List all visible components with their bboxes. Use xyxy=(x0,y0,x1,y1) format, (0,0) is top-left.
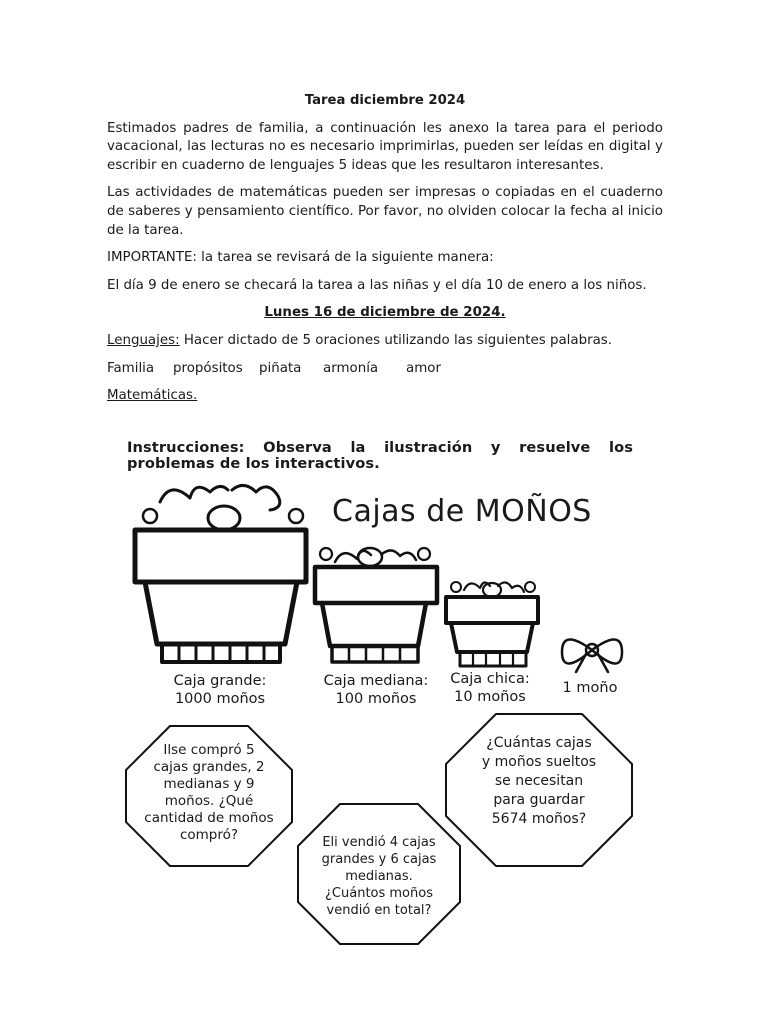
problem-2-text xyxy=(304,834,454,919)
large-box-caption xyxy=(160,672,280,708)
problem-line: se necesitan xyxy=(494,773,584,789)
caption-line: Caja chica: xyxy=(450,671,530,687)
problem-line: moños. ¿Qué xyxy=(164,793,254,809)
large-box-icon xyxy=(135,485,306,662)
bow-icon xyxy=(562,639,622,672)
small-box-caption xyxy=(438,670,542,706)
lenguajes-line xyxy=(107,332,663,351)
problem-1-text xyxy=(132,742,286,844)
caption-line: 1 moño xyxy=(562,680,618,696)
problem-3-text xyxy=(452,734,626,829)
document-body xyxy=(107,92,663,415)
caption-line: 1000 moños xyxy=(174,691,266,707)
dates-paragraph: El día 9 de enero se checará la tarea a las niñas y el día 10 de enero a los niños. xyxy=(107,277,647,293)
problem-line: 5674 moños? xyxy=(491,811,587,827)
intro-paragraph: Estimados padres de familia, a continuación les anexo la tarea para el periodo vacacional, las lecturas no es necesario imprimirlas, pueden ser leídas en digital y escribir en cuaderno de lenguajes 5 ideas que les resultaron interesantes. xyxy=(107,120,663,173)
caption-line: Caja grande: xyxy=(173,673,267,689)
math-paragraph: Las actividades de matemáticas pueden ser impresas o copiadas en el cuaderno de saberes y pensamiento científico. Por favor, no olviden colocar la fecha al inicio de la tarea. xyxy=(107,185,663,238)
math-worksheet xyxy=(120,432,650,952)
problem-line: para guardar xyxy=(493,792,585,808)
lenguajes-label: Lenguajes: xyxy=(107,332,180,348)
word-item: Familia xyxy=(107,360,155,376)
caption-line: Caja mediana: xyxy=(323,673,429,689)
medium-box-caption xyxy=(313,672,439,708)
problem-line: grandes y 6 cajas xyxy=(321,852,437,867)
word-item: amor xyxy=(406,360,441,376)
lenguajes-text: Hacer dictado de 5 oraciones utilizando las siguientes palabras. xyxy=(179,332,613,348)
word-item: armonía xyxy=(323,360,379,376)
matematicas-label xyxy=(107,387,663,406)
document-title: Tarea diciembre 2024 xyxy=(304,93,466,108)
problem-line: cajas grandes, 2 xyxy=(153,759,265,775)
problem-line: vendió en total? xyxy=(326,903,432,918)
small-box-icon xyxy=(446,582,538,666)
medium-box-icon xyxy=(315,548,437,662)
caption-line: 10 moños xyxy=(454,689,526,705)
bow-caption xyxy=(552,679,628,697)
problem-line: compró? xyxy=(179,827,239,843)
problem-line: Eli vendió 4 cajas xyxy=(322,835,436,850)
word-item: propósitos xyxy=(173,360,243,376)
problem-line: medianas. xyxy=(345,869,413,884)
problem-line: y moños sueltos xyxy=(481,754,597,770)
word-list xyxy=(107,360,663,379)
problem-line: ¿Cuántos moños xyxy=(325,886,433,901)
word-item: piñata xyxy=(259,360,302,376)
problem-line: cantidad de moños xyxy=(144,810,274,826)
worksheet-title: Cajas de MOÑOS xyxy=(332,494,592,529)
matematicas-text: Matemáticas. xyxy=(107,388,198,404)
day-heading: Lunes 16 de diciembre de 2024. xyxy=(264,305,506,321)
problem-line: medianas y 9 xyxy=(163,776,255,792)
problem-line: ¿Cuántas cajas xyxy=(486,735,592,751)
problem-line: Ilse compró 5 xyxy=(163,742,255,758)
important-paragraph: IMPORTANTE: la tarea se revisará de la siguiente manera: xyxy=(107,250,494,266)
worksheet-instructions: Instrucciones: Observa la ilustración y resuelve los problemas de los interactivos. xyxy=(127,439,633,472)
caption-line: 100 moños xyxy=(335,691,417,707)
